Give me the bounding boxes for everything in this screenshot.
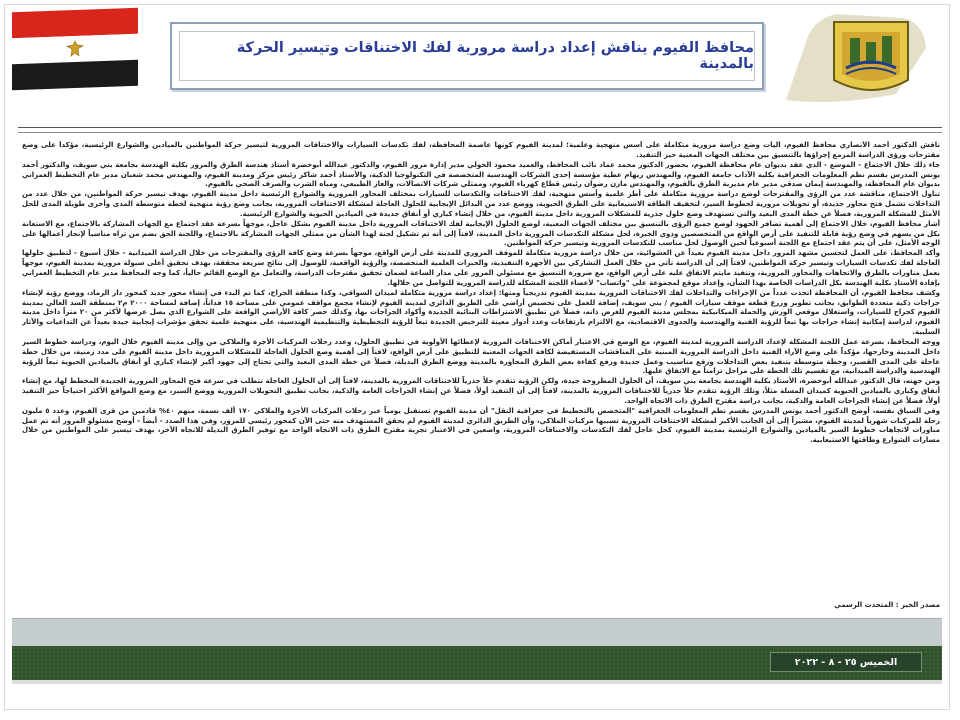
governorate-logo-icon: [776, 8, 946, 104]
article-paragraph: ووجه المحافظ، بسرعة عمل اللجنة المشكلة لإعداد الدراسة المرورية لمدينة الفيوم، مع الوضع في الاعتبار أماكن الاختناقات المرورية لإعطائها الأولوية في تطبيق الحلول، وعدد رحلات المركبات الأجرة والملاكي من وإلى مدينة الفيوم خلال اليوم، ودراسة خطوط السير داخل المدينة وخارجها، مؤكداً على وضع الآراء الفنية داخل الدراسة المرورية المبنية على المناقشات المستفيضة لكافة الجهات المعنية للتطبيق على أرض الواقع، لافتاً إلى أهمية وضع الحلول العاجلة للمشكلات المرورية داخل مدينة الفيوم على مدد زمنية، من خلال خطة عاجلة على المدى القصير، وخطة متوسطة بتنفيذ بعض التداخلات ورفع مناسيب وعمل جديدة ورفع كفاءة بعض الطرق المجاورة بالمدينة ووضع الطرق البديلة، فضلاً عن خطة المدى البعيد والتي تحتاج إلى جهود أكبر لإنشاء كباري أو أنفاق بالميادين الحيوية تبعاً للرؤية الهندسية والدراسة الميدانية، مع تقسيم تلك الخطة على مراحل تزامناً مع الاتفاق عليها.: [22, 337, 940, 376]
egypt-flag-image: [12, 8, 138, 90]
article-paragraph: وكشف محافظ الفيوم، أن المحافظة اتخذت عدداً من الإجراءات والتداخلات لفك الاختناقات المرورية بمدينة الفيوم تدريجياً ومنها: إعداد دراسة مرورية متكاملة لميدان السواقي، وكذا منطقة الجراح، كما تم البدء في إنشاء محور جديد كمحور دار الرماد، ووضع رؤية لإنشاء جراجات ذكية متعددة الطوابق، بجانب تطوير وزرع قطعة موقف سيارات الفيوم / بني سويف، إضافة للعمل على تخصيص أراضي على الطريق الدائري لمدينة الفيوم لإنشاء مجمع مواقف عمومي على مساحة ١٥ فداناً، إضافة لمساحة ٢٠٠٠ م٢ بمنطقة السد العالي بمدينة الفيوم كجراج للسيارات، واستغلال موقعي الورش والحملة الميكانيكية بمجلس مدينة الفيوم للغرض ذاته، فضلاً عن تطبيق الاشتراطات البنائية الجديدة وأكواد الجراجات بها، وكذلك حصر كافة الأراضي الواقعة على الشوارع الذي يصل عرضها لأكثر من ٢٠ متراً داخل مدينة الفيوم، لدراسة إمكانية إنشاء جراجات بها تبعاً للرؤية الفنية والهندسية والجدوى الاقتصادية، مع الالتزام بارتفاعات وعدد أدوار معينة للترخيص الجديدة تبعاً للرؤية التخطيطية والتنظيمية الهندسية، على منهجية علمية تحقق مؤشرات إيجابية جيدة بعيداً عن التداعيات والآثار السلبية.: [22, 288, 940, 337]
article-paragraph: أشار محافظ الفيوم، خلال الاجتماع إلى أهمية تضافر الجهود لوضع جميع الرؤى بالتنسيق بين مختلف الجهات المعنية، لوضع الحلول الإيجابية لفك الاختناقات المرورية داخل مدينة الفيوم بشكل عاجل، موجهاً بسرعة عقد اجتماع مع الجهات المشاركة بالاجتماع، مع الاستعانة بكل من يسهم في وضع رؤية قابلة للتنفيذ على أرض الواقع من المتخصصين وذوي الخبرة، لحل مشكلة التكدسات المرورية داخل المدينة، لافتاً إلى أنه تم تشكيل لجنة لهذا الشأن من ممثلي الجهات المشاركة بالاجتماع، واللجنة الحق بضم من تراه مناسباً لإنجاز أعمالها على الوجه الأمثل، على أن يتم عقد اجتماع مع اللجنة أسبوعياً لحين الوصول لحل مناسب للتكدسات المرورية وتيسير حركة المواطنين.: [22, 219, 940, 248]
article-paragraph: وأكد المحافظ، على العمل لتحسين مشهد المرور داخل مدينة الفيوم بعيداً عن العشوائية، من خلال دراسة مرورية متكاملة للموقف المروري للمدينة على أرض الواقع، موجهاً بسرعة وضع كافة الرؤى والمقترحات من خلال الدراسة الميدانية - خلال أسبوع - لتطبيق حلولها العاجلة لفك تكدسات السيارات وتيسير حركة المواطنين، لافتاً إلى أن الدراسة تأتي من خلال العمل التشاركي بين الأجهزة التنفيذية، والخبرات العلمية المتخصصة، والرؤية الواقعية، للوصول إلى نتائج سريعة محققة، بهدف تحقيق أعلى سيولة مرورية بمدينة الفيوم، موجهاً بعمل مناورات بالطرق والاتجاهات والمحاور المرورية، وتنفيذ مايتم الاتفاق عليه على أرض الواقع، مع ضرورة التنسيق مع مسئولي المرور على مدار الساعة لضمان تحقيق مقترحات الدراسة، والتعامل مع الوضع القائم حالياً، كما وجه المحافظ مدير عام التخطيط العمراني بإفادة الأستاذ بكلية الهندسة بكل الدراسات الخاصة بهذا الشأن، وإعداد موقع لمجموعة على "واتساب" لأعضاء اللجنة المشكلة للدراسة المرورية للتواصل من خلالها.: [22, 249, 940, 287]
date-badge: الخميس ٢٥ - ٨ - ٢٠٢٢: [770, 652, 922, 672]
footer-grey-band: [12, 618, 942, 647]
article-body: [22, 141, 940, 603]
article-paragraph: ومن جهته، قال الدكتور عبدالله أبوخضرة، الأستاذ بكلية الهندسة بجامعة بني سويف، أن الحلول المطروحة جيدة، ولكن الرؤية تتقدم حلاً جذرياً للاختناقات المرورية بالمدينة، لافتاً إلى أن الحلول العاجلة تتطلب في سرعة فتح المحاور المرورية الجديدة المخطط لها، مع إنشاء أنفاق وكباري بالميادين الحيوية كميدان المسلة مثلاً، وتلك الرؤية تتقدم حلاً جذرياً للاختناقات المرورية بالمدينة، لافتاً إلى أن التنفيذ أولاً، فضلاً عن إنشاء الجراجات العامة والذكية، بجانب تطبيق التحويلات المرورية ووضع السير، مع وضع المواقع الأكثر احتياجاً حيز التنفيذ أولاً، فضلاً عن إنشاء الجراجات العامة والذكية، بجانب دراسة مقترح الطرق ذات الاتجاه الواحد.: [22, 377, 940, 405]
article-paragraph: ناقش الدكتور أحمد الأنصاري محافظ الفيوم، آليات وضع دراسة مرورية متكاملة على أسس منهجية وعلمية؛ لمدينة الفيوم كونها عاصمة المحافظة، لفك تكدسات السيارات والاختناقات المرورية لتيسير حركة المواطنين بالميادين والشوارع الرئيسية، مؤكداً على وضع مقترحات ورؤى الدراسة المزمع إجراؤها بالتنسيق بين مختلف الجهات المعنية حيز التنفيذ.: [22, 141, 940, 159]
headline-box: [170, 22, 764, 90]
article-paragraph: وفي السياق نفسه، أوضح الدكتور أحمد يونس المدرس بقسم نظم المعلومات الجغرافية "المتخصص بالتخطيط في جغرافية النقل" أن مدينة الفيوم تستقبل يومياً عبر رحلات المركبات الأجرة والملاكي ١٧٠ ألف نسمة، منهم ٤٠% قادمين من قرى الفيوم، وعدد ٥ مليون رحلة للمركبات شهرياً لمدينة الفيوم، مشيراً إلى أن الجانب الأكبر لمشكلة الاختناقات المرورية تسببها مركبات الملاكي، وأن الطريق الدائري لمدينة الفيوم لم يحقق المستهدف منه حتى الآن كمحور رئيسي للمرور، وفي هذا الصدد - أيضاً - أوضح مسئولو المرور أنه تم عمل مناورات لاتجاهات خطوط السير بالميادين والشوارع الرئيسية بمدينة الفيوم، كحل عاجل لفك التكدسات والاختناقات المرورية، واضعين في الاعتبار تجربة مقترح الطرق ذات الاتجاه الواحد مع توفير الطرق البديلة للاتجاه الآخر، بهدف تيسير على المواطنين من خلال مسارات الشوارع وطاقتها الاستيعابية.: [22, 406, 940, 445]
eagle-emblem-icon: [64, 39, 86, 60]
article-paragraph: جاء ذلك خلال الاجتماع - الموسع - الذي عقد بديوان عام محافظة الفيوم، بحضور الدكتور محمد عماد نائب المحافظ، والعميد محمود الخولي مدير إدارة مرور الفيوم، والدكتور عبدالله أبوخضرة أستاذ هندسة الطرق والمرور بكلية الهندسة بجامعة بني سويف، والدكتور أحمد يونس المدرس بقسم نظم المعلومات الجغرافية بكلية الآداب جامعة الفيوم، والمهندس ريهام عطية مؤسسة إحدى الشركات الهندسية المتخصصة في التكنولوجيا الذكية، والأستاذ أحمد شاكر رئيس مركز ومدينة الفيوم، والمهندس محمد شعبان مدير عام التخطيط العمراني بديوان عام المحافظة، والمهندسة إيمان صدقي مدير عام مديرية الطرق بالفيوم، والمهندس مازن رضوان رئيس قطاع كهرباء الفيوم، وممثلي شركات الاتصالات، والغاز الطبيعي، ومياه الشرب والصرف الصحي بالفيوم.: [22, 160, 940, 189]
news-source: مصدر الخبر : المتحدث الرسمي: [834, 601, 940, 609]
article-paragraph: تناول الاجتماع، مناقشة عدد من الرؤى والمقترحات لوضع دراسة مرورية متكاملة على أطر علمية وأسس منهجية، لفك الاختناقات والتكدسات للسيارات بمختلف المحاور المرورية والشوارع الرئيسية داخل مدينة الفيوم، بهدف تيسير حركة المواطنين، من خلال عدد من التداخلات تشمل فتح محاور جديدة، أو تحويلات مرورية لخطوط السير، لتخفيف الطاقة الاستيعابية على الطرق الحيوية، ووضع عدد من البدائل الإيجابية للحلول العاجلة لمشكلة الاختناقات المرورية، بجانب وضع رؤية منهجية لخطة متوسطة المدى وأخرى طويلة المدى للحل الأمثل للمشكلة المرورية، فضلاً عن خطة المدى البعيد والتي تستهدف وضع حلول جذرية للمشكلات المرورية داخل مدينة الفيوم، من خلال إنشاء كباري أو أنفاق جديدة في الميادين الحيوية والشوارع الرئيسية.: [22, 190, 940, 218]
header-divider-secondary: [18, 132, 942, 133]
header-divider: [18, 127, 942, 128]
headline-title: محافظ الفيوم يناقش إعداد دراسة مرورية لفك الاختناقات وتيسير الحركة بالمدينة: [236, 40, 754, 72]
footer-bottom-rule: [12, 680, 942, 684]
